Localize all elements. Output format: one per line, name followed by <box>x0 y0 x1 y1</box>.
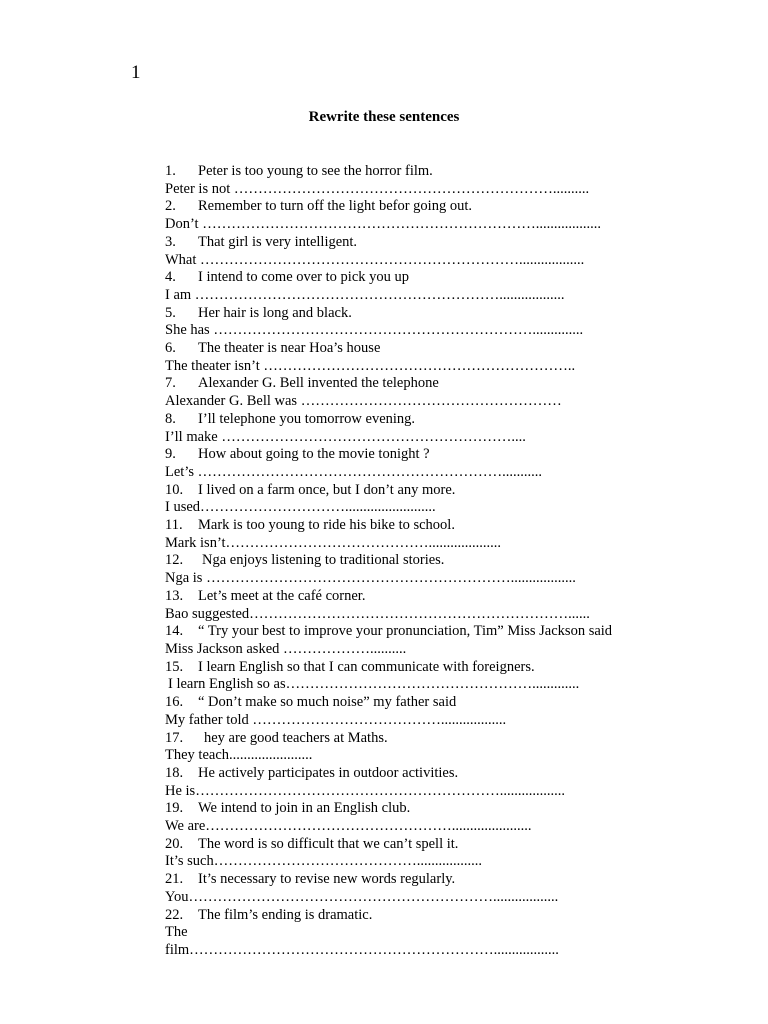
question-line <box>165 340 645 358</box>
question-line <box>165 163 645 181</box>
exercise-item <box>165 765 645 800</box>
exercise-item <box>165 730 645 765</box>
page-title: Rewrite these sentences <box>308 109 460 125</box>
question-number: 22. <box>165 906 184 923</box>
question-text: Her hair is long and black. <box>198 304 352 321</box>
question-text: Mark is too young to ride his bike to school. <box>198 517 455 534</box>
exercise-item <box>165 375 645 410</box>
answer-line-start: The <box>165 924 188 941</box>
page-number: 1 <box>131 62 141 83</box>
question-text: Alexander G. Bell invented the telephone <box>198 375 439 392</box>
question-text: It’s necessary to revise new words regularly. <box>198 871 456 888</box>
exercise-item <box>165 836 645 871</box>
exercise-item <box>165 694 645 729</box>
question-number: 14. <box>165 623 184 640</box>
exercise-item <box>165 163 645 198</box>
answer-line: You……………………………………………………….................. <box>165 888 559 905</box>
question-number: 16. <box>165 694 184 711</box>
exercise-item <box>165 552 645 587</box>
question-text: The word is so difficult that we can’t spell it. <box>198 835 459 852</box>
question-line <box>165 765 645 783</box>
exercise-item <box>165 446 645 481</box>
answer-line: I’ll make …………………………………………………….... <box>165 428 526 445</box>
answer-line: Nga is ……………………………………………………….................. <box>165 570 576 587</box>
answer-line: The theater isn’t ……………………………………………………….. <box>165 357 576 374</box>
question-line <box>165 552 645 570</box>
exercise-item <box>165 340 645 375</box>
question-text: Remember to turn off the light befor going out. <box>198 198 472 215</box>
question-number: 3. <box>165 233 176 250</box>
question-text: I lived on a farm once, but I don’t any more. <box>198 481 456 498</box>
question-text: hey are good teachers at Maths. <box>204 729 388 746</box>
answer-line: I am ……………………………………………………….................. <box>165 286 565 303</box>
answer-line <box>165 924 645 959</box>
question-line <box>165 269 645 287</box>
answer-line: Don’t …………………………………………………………….................. <box>165 216 601 233</box>
question-text: “ Don’t make so much noise” my father said <box>198 694 457 711</box>
answer-line: I learn English so as……………………………………………............. <box>168 676 580 693</box>
answer-line: We are……………………………………………...................... <box>165 818 532 835</box>
question-text: How about going to the movie tonight ? <box>198 446 430 463</box>
question-line <box>165 836 645 854</box>
question-number: 13. <box>165 587 184 604</box>
exercise-item <box>165 305 645 340</box>
question-text: The film’s ending is dramatic. <box>198 906 373 923</box>
exercise-item <box>165 269 645 304</box>
question-text: I’ll telephone you tomorrow evening. <box>198 410 416 427</box>
exercise-item <box>165 871 645 906</box>
exercise-item <box>165 588 645 623</box>
exercise-item <box>165 800 645 835</box>
question-line <box>165 730 645 748</box>
question-line <box>165 800 645 818</box>
exercise-item <box>165 659 645 694</box>
question-line <box>165 871 645 889</box>
answer-line: Bao suggested…………………………………………………………...... <box>165 605 590 622</box>
question-number: 20. <box>165 835 184 852</box>
question-text: We intend to join in an English club. <box>198 800 411 817</box>
question-line <box>165 623 645 641</box>
exercise-item <box>165 517 645 552</box>
question-number: 19. <box>165 800 184 817</box>
exercise-item <box>165 234 645 269</box>
question-line <box>165 375 645 393</box>
exercise-item <box>165 623 645 658</box>
question-line <box>165 517 645 535</box>
answer-line: Mark isn’t…………………………………….................... <box>165 534 502 551</box>
question-number: 21. <box>165 871 184 888</box>
answer-line: Alexander G. Bell was ……………………………………………… <box>165 393 562 410</box>
exercise-item <box>165 907 645 960</box>
answer-line: Let’s ………………………………………………………........... <box>165 463 542 480</box>
question-number: 4. <box>165 269 176 286</box>
exercise-item <box>165 198 645 233</box>
question-number: 8. <box>165 410 176 427</box>
answer-line: Miss Jackson asked ……………….......... <box>165 640 407 657</box>
question-number: 7. <box>165 375 176 392</box>
question-line <box>165 907 645 925</box>
question-line <box>165 482 645 500</box>
question-number: 9. <box>165 446 176 463</box>
answer-line: He is……………………………………………………….................. <box>165 782 565 799</box>
question-number: 18. <box>165 764 184 781</box>
question-number: 17. <box>165 729 184 746</box>
question-number: 2. <box>165 198 176 215</box>
question-text: I intend to come over to pick you up <box>198 269 410 286</box>
answer-line: My father told ………………………………….................. <box>165 711 507 728</box>
answer-line-rest: film……………………………………………………….................. <box>165 941 559 958</box>
answer-line: They teach....................... <box>165 747 313 764</box>
answer-line: Peter is not ………………………………………………………….......... <box>165 180 590 197</box>
answer-line: What ………………………………………………………….................. <box>165 251 585 268</box>
question-text: Let’s meet at the café corner. <box>198 587 366 604</box>
question-line <box>165 694 645 712</box>
answer-line: It’s such…………………………………….................. <box>165 853 482 870</box>
question-text: The theater is near Hoa’s house <box>198 340 381 357</box>
question-line <box>165 198 645 216</box>
exercise-item <box>165 411 645 446</box>
question-text: That girl is very intelligent. <box>198 233 358 250</box>
question-text: “ Try your best to improve your pronunciation, Tim” Miss Jackson said <box>198 623 613 640</box>
question-number: 6. <box>165 340 176 357</box>
question-line <box>165 234 645 252</box>
question-line <box>165 411 645 429</box>
answer-line: I used…………………………......................... <box>165 499 436 516</box>
question-text: Peter is too young to see the horror film. <box>198 163 433 179</box>
question-text: I learn English so that I can communicate with foreigners. <box>198 658 535 675</box>
question-number: 5. <box>165 304 176 321</box>
question-line <box>165 588 645 606</box>
question-text: He actively participates in outdoor activities. <box>198 764 459 781</box>
exercise-item <box>165 482 645 517</box>
question-number: 10. <box>165 481 184 498</box>
question-line <box>165 446 645 464</box>
answer-line: She has ………………………………………………………….............. <box>165 322 584 339</box>
question-text: Nga enjoys listening to traditional stories. <box>202 552 445 569</box>
exercise-list <box>165 163 645 960</box>
question-number: 11. <box>165 517 183 534</box>
question-number: 12. <box>165 552 184 569</box>
question-line <box>165 659 645 677</box>
question-number: 15. <box>165 658 184 675</box>
question-line <box>165 305 645 323</box>
question-number: 1. <box>165 163 176 179</box>
